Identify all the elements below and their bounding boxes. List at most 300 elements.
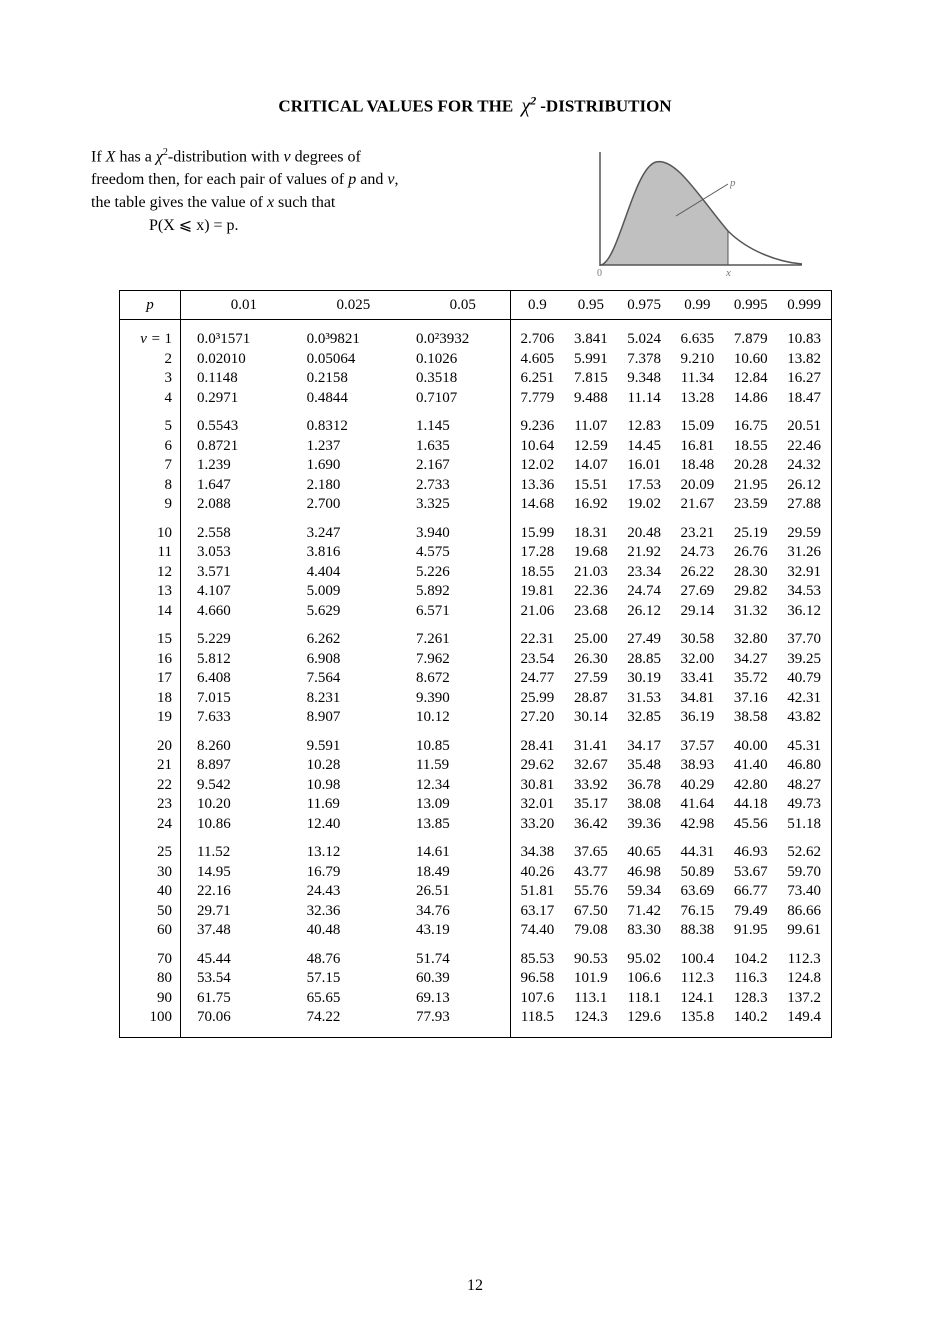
critical-value: 37.70 <box>777 621 831 650</box>
critical-value: 5.229 <box>197 631 231 648</box>
table-row <box>120 437 832 457</box>
critical-value: 57.15 <box>306 970 341 987</box>
critical-value: 101.9 <box>573 970 608 987</box>
critical-value: 2.733 <box>400 476 510 496</box>
table-row <box>120 621 832 650</box>
critical-value: 16.81 <box>680 437 715 454</box>
critical-value: 23.59 <box>733 496 768 513</box>
critical-value: 31.53 <box>627 689 661 706</box>
critical-value: 13.09 <box>400 795 510 815</box>
critical-value: 43.77 <box>573 863 608 880</box>
table-row <box>120 320 832 350</box>
table-row <box>120 834 832 863</box>
critical-value: 85.53 <box>510 941 564 970</box>
critical-value: 91.95 <box>733 922 768 939</box>
critical-value: 3.816 <box>306 544 341 561</box>
critical-value: 59.34 <box>627 883 661 900</box>
critical-value: 48.27 <box>777 776 831 796</box>
intro-line-4: P(X ⩽ x) = p. <box>149 217 239 235</box>
critical-value: 7.261 <box>400 621 510 650</box>
critical-value: 12.59 <box>573 437 608 454</box>
nu-value: 17 <box>120 669 181 689</box>
critical-value: 5.812 <box>197 650 231 667</box>
critical-value: 116.3 <box>734 970 768 987</box>
table-row <box>120 350 832 370</box>
critical-value: 100.4 <box>680 950 715 967</box>
critical-value: 7.879 <box>733 331 768 348</box>
nu-value: 4 <box>120 389 181 409</box>
critical-value: 27.69 <box>680 583 715 600</box>
critical-value: 99.61 <box>777 921 831 941</box>
critical-value: 0.5543 <box>197 418 239 435</box>
critical-value: 35.17 <box>573 796 608 813</box>
critical-value: 26.30 <box>573 650 608 667</box>
critical-value: 0.7107 <box>400 389 510 409</box>
critical-value: 23.34 <box>627 563 661 580</box>
shaded-area <box>600 162 728 265</box>
critical-value: 19.68 <box>573 544 608 561</box>
critical-value: 34.53 <box>777 582 831 602</box>
critical-value: 14.95 <box>197 863 231 880</box>
critical-value: 104.2 <box>733 950 768 967</box>
critical-value: 129.6 <box>617 1008 670 1037</box>
critical-value: 10.28 <box>306 757 341 774</box>
critical-value: 46.93 <box>733 844 768 861</box>
nu-value: 19 <box>120 708 181 728</box>
critical-value: 10.86 <box>197 815 231 832</box>
critical-value: 25.00 <box>573 631 608 648</box>
nu-value: 16 <box>120 650 181 670</box>
critical-value: 3.940 <box>400 515 510 544</box>
header-p-value: 0.995 <box>724 291 777 320</box>
header-p: p <box>120 291 181 320</box>
critical-value: 65.65 <box>306 989 341 1006</box>
critical-value: 74.22 <box>291 1008 400 1037</box>
table-row <box>120 456 832 476</box>
critical-value: 9.236 <box>510 408 564 437</box>
critical-value: 48.76 <box>306 950 341 967</box>
intro-text <box>91 141 398 237</box>
critical-value: 40.00 <box>733 737 768 754</box>
critical-value: 74.40 <box>510 921 564 941</box>
critical-value: 34.27 <box>733 650 768 667</box>
nu-value: 23 <box>120 795 181 815</box>
critical-value: 6.262 <box>306 631 341 648</box>
critical-value: 55.76 <box>573 883 608 900</box>
critical-value: 10.98 <box>306 776 341 793</box>
critical-value: 11.34 <box>680 370 714 387</box>
critical-value: 9.210 <box>680 350 715 367</box>
critical-value: 16.75 <box>733 418 768 435</box>
critical-value: 1.145 <box>400 408 510 437</box>
table-row <box>120 408 832 437</box>
critical-value: 18.55 <box>733 437 768 454</box>
critical-value: 34.81 <box>680 689 715 706</box>
critical-value: 26.12 <box>627 602 661 619</box>
critical-value: 10.64 <box>510 437 564 457</box>
page-title <box>0 93 950 118</box>
critical-value: 30.19 <box>627 670 661 687</box>
critical-value: 32.67 <box>573 757 608 774</box>
table-row <box>120 495 832 515</box>
critical-value: 13.28 <box>680 389 715 406</box>
critical-value: 3.841 <box>573 331 608 348</box>
critical-value: 6.908 <box>306 650 341 667</box>
critical-value: 28.87 <box>573 689 608 706</box>
page-number: 12 <box>467 1277 483 1294</box>
nu-value: 8 <box>120 476 181 496</box>
x-label: x <box>726 267 731 279</box>
critical-value: 67.50 <box>573 902 608 919</box>
table-row <box>120 815 832 835</box>
critical-value: 128.3 <box>733 989 768 1006</box>
critical-value: 2.167 <box>400 456 510 476</box>
critical-value: 18.47 <box>777 389 831 409</box>
critical-value: 22.36 <box>573 583 608 600</box>
critical-value: 0.2158 <box>306 370 348 387</box>
critical-value: 18.55 <box>510 563 564 583</box>
nu-value: 9 <box>120 495 181 515</box>
critical-value: 83.30 <box>627 922 661 939</box>
critical-value: 10.83 <box>777 320 831 350</box>
critical-value: 16.01 <box>627 457 661 474</box>
critical-value: 26.51 <box>400 882 510 902</box>
critical-value: 0.4844 <box>306 389 348 406</box>
critical-value: 40.48 <box>306 922 341 939</box>
critical-value: 0.0³9821 <box>306 331 360 348</box>
critical-value: 11.07 <box>574 418 608 435</box>
critical-value: 16.27 <box>777 369 831 389</box>
critical-value: 16.79 <box>306 863 341 880</box>
critical-value: 51.81 <box>510 882 564 902</box>
critical-value: 69.13 <box>400 989 510 1009</box>
table-row <box>120 582 832 602</box>
critical-value: 42.80 <box>733 776 768 793</box>
critical-value: 17.28 <box>510 543 564 563</box>
critical-value: 39.25 <box>777 650 831 670</box>
critical-value: 42.98 <box>680 815 715 832</box>
critical-value: 34.17 <box>627 737 661 754</box>
critical-value: 10.12 <box>400 708 510 728</box>
critical-value: 35.48 <box>627 757 661 774</box>
critical-value: 14.61 <box>400 834 510 863</box>
table-row <box>120 941 832 970</box>
critical-value: 0.0³1571 <box>197 331 251 348</box>
critical-value: 0.05064 <box>306 350 356 367</box>
nu-value: 60 <box>120 921 181 941</box>
critical-value: 9.348 <box>627 370 661 387</box>
critical-value: 20.09 <box>680 476 715 493</box>
critical-value: 22.46 <box>777 437 831 457</box>
critical-value: 32.36 <box>306 902 341 919</box>
critical-value: 0.8312 <box>306 418 348 435</box>
nu-value: 18 <box>120 689 181 709</box>
critical-value: 30.14 <box>573 709 608 726</box>
critical-value: 43.19 <box>400 921 510 941</box>
critical-value: 46.80 <box>777 756 831 776</box>
critical-value: 86.66 <box>777 902 831 922</box>
critical-value: 70.06 <box>181 1008 291 1037</box>
critical-value: 32.85 <box>627 709 661 726</box>
critical-value: 124.8 <box>777 969 831 989</box>
critical-value: 33.20 <box>510 815 564 835</box>
critical-value: 14.68 <box>510 495 564 515</box>
table-row <box>120 369 832 389</box>
header-p-value: 0.999 <box>777 291 831 320</box>
critical-value: 118.5 <box>510 1008 564 1037</box>
critical-value: 0.2971 <box>197 389 239 406</box>
critical-value: 34.38 <box>510 834 564 863</box>
critical-value: 40.29 <box>680 776 715 793</box>
critical-value: 25.99 <box>510 689 564 709</box>
critical-value: 36.78 <box>627 776 661 793</box>
critical-value: 33.41 <box>680 670 715 687</box>
critical-value: 4.404 <box>306 563 341 580</box>
nu-value: 24 <box>120 815 181 835</box>
critical-value: 40.79 <box>777 669 831 689</box>
table-row <box>120 969 832 989</box>
critical-value: 38.08 <box>627 796 661 813</box>
table-row <box>120 602 832 622</box>
critical-value: 32.80 <box>733 631 768 648</box>
critical-value: 24.73 <box>680 544 715 561</box>
nu-value: 6 <box>120 437 181 457</box>
critical-value: 51.18 <box>777 815 831 835</box>
critical-value: 14.45 <box>627 437 661 454</box>
nu-value: 10 <box>120 515 181 544</box>
critical-value: 113.1 <box>574 989 608 1006</box>
critical-value: 106.6 <box>627 970 661 987</box>
critical-value: 31.41 <box>573 737 608 754</box>
nu-value: 25 <box>120 834 181 863</box>
table-row <box>120 863 832 883</box>
nu-value: ν = 1 <box>120 320 181 350</box>
critical-value: 37.65 <box>573 844 608 861</box>
critical-value: 30.58 <box>680 631 715 648</box>
critical-value: 5.226 <box>400 563 510 583</box>
critical-value: 4.660 <box>197 602 231 619</box>
nu-value: 30 <box>120 863 181 883</box>
critical-value: 45.44 <box>197 950 231 967</box>
nu-value: 7 <box>120 456 181 476</box>
critical-value: 1.237 <box>306 437 341 454</box>
critical-value: 7.779 <box>510 389 564 409</box>
critical-value: 27.20 <box>510 708 564 728</box>
nu-prefix: ν = <box>140 331 165 348</box>
critical-value: 149.4 <box>777 1008 831 1037</box>
critical-value: 23.68 <box>573 602 608 619</box>
critical-value: 11.52 <box>197 844 231 861</box>
critical-value: 118.1 <box>627 989 661 1006</box>
critical-value: 12.02 <box>510 456 564 476</box>
table-row <box>120 989 832 1009</box>
critical-value: 29.62 <box>510 756 564 776</box>
critical-value: 46.98 <box>627 863 661 880</box>
critical-value: 4.605 <box>510 350 564 370</box>
critical-value: 18.48 <box>680 457 715 474</box>
critical-value: 39.36 <box>627 815 661 832</box>
nu-value: 22 <box>120 776 181 796</box>
critical-value: 7.815 <box>573 370 608 387</box>
critical-value: 0.8721 <box>197 437 239 454</box>
table-row <box>120 689 832 709</box>
critical-value: 88.38 <box>680 922 715 939</box>
nu-value: 80 <box>120 969 181 989</box>
critical-value: 13.12 <box>306 844 341 861</box>
critical-value: 6.635 <box>680 331 715 348</box>
critical-value: 28.85 <box>627 650 661 667</box>
critical-value: 2.558 <box>197 524 231 541</box>
critical-value: 140.2 <box>724 1008 777 1037</box>
critical-value: 18.31 <box>573 524 608 541</box>
distribution-graph <box>588 148 808 280</box>
header-p-value: 0.025 <box>291 291 400 320</box>
critical-value: 51.74 <box>400 941 510 970</box>
critical-value: 21.95 <box>733 476 768 493</box>
critical-value: 8.231 <box>306 689 341 706</box>
table-row <box>120 476 832 496</box>
critical-value: 36.12 <box>777 602 831 622</box>
critical-value: 53.54 <box>197 970 231 987</box>
critical-value: 0.1148 <box>197 370 238 387</box>
critical-value: 12.40 <box>306 815 341 832</box>
critical-value: 23.21 <box>680 524 715 541</box>
table-row <box>120 563 832 583</box>
critical-value: 10.85 <box>400 728 510 757</box>
critical-value: 63.69 <box>680 883 715 900</box>
critical-value: 13.82 <box>777 350 831 370</box>
critical-value: 10.60 <box>733 350 768 367</box>
critical-value: 32.01 <box>510 795 564 815</box>
critical-value: 11.14 <box>627 389 661 406</box>
critical-value: 44.18 <box>733 796 768 813</box>
critical-value: 59.70 <box>777 863 831 883</box>
critical-value: 7.015 <box>197 689 231 706</box>
critical-value: 42.31 <box>777 689 831 709</box>
critical-value: 22.31 <box>510 621 564 650</box>
critical-value: 0.3518 <box>400 369 510 389</box>
critical-value: 29.59 <box>777 515 831 544</box>
critical-value: 1.690 <box>306 457 341 474</box>
critical-values-table <box>119 290 832 1038</box>
nu-value: 14 <box>120 602 181 622</box>
nu-value: 12 <box>120 563 181 583</box>
critical-value: 8.897 <box>197 757 231 774</box>
critical-value: 29.82 <box>733 583 768 600</box>
critical-value: 0.02010 <box>197 350 246 367</box>
nu-value: 15 <box>120 621 181 650</box>
critical-value: 28.41 <box>510 728 564 757</box>
critical-value: 21.03 <box>573 563 608 580</box>
critical-value: 15.51 <box>573 476 608 493</box>
critical-value: 76.15 <box>680 902 715 919</box>
header-p-value: 0.9 <box>510 291 564 320</box>
critical-value: 16.92 <box>573 496 608 513</box>
critical-value: 13.36 <box>510 476 564 496</box>
critical-value: 41.64 <box>680 796 715 813</box>
critical-value: 14.86 <box>733 389 768 406</box>
critical-value: 11.59 <box>400 756 510 776</box>
nu-value: 50 <box>120 902 181 922</box>
critical-value: 17.53 <box>627 476 661 493</box>
critical-value: 10.20 <box>197 796 231 813</box>
critical-value: 22.16 <box>197 883 231 900</box>
critical-value: 9.390 <box>400 689 510 709</box>
critical-value: 66.77 <box>733 883 768 900</box>
critical-value: 53.67 <box>733 863 768 880</box>
table-row <box>120 882 832 902</box>
critical-value: 4.107 <box>197 583 231 600</box>
critical-value: 27.88 <box>777 495 831 515</box>
critical-value: 49.73 <box>777 795 831 815</box>
critical-value: 71.42 <box>627 902 661 919</box>
critical-value: 21.92 <box>627 544 661 561</box>
critical-value: 29.71 <box>197 902 231 919</box>
nu-value: 13 <box>120 582 181 602</box>
critical-value: 26.76 <box>733 544 768 561</box>
table-header-row <box>120 291 832 320</box>
critical-value: 15.09 <box>680 418 715 435</box>
critical-value: 52.62 <box>777 834 831 863</box>
critical-value: 32.00 <box>680 650 715 667</box>
critical-value: 112.3 <box>777 941 831 970</box>
header-p-value: 0.05 <box>400 291 510 320</box>
header-p-value: 0.95 <box>564 291 617 320</box>
critical-value: 79.49 <box>733 902 768 919</box>
critical-value: 9.488 <box>573 389 608 406</box>
critical-value: 77.93 <box>400 1008 510 1037</box>
critical-value: 137.2 <box>777 989 831 1009</box>
critical-value: 1.647 <box>197 476 231 493</box>
critical-value: 3.053 <box>197 544 231 561</box>
critical-value: 11.69 <box>306 796 340 813</box>
critical-value: 73.40 <box>777 882 831 902</box>
header-p-value: 0.99 <box>671 291 724 320</box>
critical-value: 33.92 <box>573 776 608 793</box>
critical-value: 5.024 <box>627 331 661 348</box>
critical-value: 34.76 <box>400 902 510 922</box>
table-row <box>120 795 832 815</box>
nu-value: 100 <box>120 1008 181 1037</box>
critical-value: 50.89 <box>680 863 715 880</box>
critical-value: 37.16 <box>733 689 768 706</box>
table-row <box>120 650 832 670</box>
critical-value: 31.26 <box>777 543 831 563</box>
critical-value: 3.325 <box>400 495 510 515</box>
critical-value: 43.82 <box>777 708 831 728</box>
critical-value: 2.700 <box>306 496 341 513</box>
table-row <box>120 1008 832 1037</box>
critical-value: 21.67 <box>680 496 715 513</box>
critical-value: 27.49 <box>627 631 661 648</box>
critical-value: 29.14 <box>680 602 715 619</box>
critical-value: 5.009 <box>306 583 341 600</box>
critical-value: 36.42 <box>573 815 608 832</box>
critical-value: 20.48 <box>627 524 661 541</box>
critical-value: 7.962 <box>400 650 510 670</box>
critical-value: 14.07 <box>573 457 608 474</box>
critical-value: 60.39 <box>400 969 510 989</box>
critical-value: 7.378 <box>627 350 661 367</box>
critical-value: 36.19 <box>680 709 715 726</box>
header-p-value: 0.975 <box>617 291 670 320</box>
critical-value: 124.1 <box>680 989 715 1006</box>
critical-value: 12.84 <box>733 370 768 387</box>
critical-value: 6.408 <box>197 670 231 687</box>
critical-value: 6.251 <box>510 369 564 389</box>
critical-value: 44.31 <box>680 844 715 861</box>
title-prefix: CRITICAL VALUES FOR THE <box>278 96 514 116</box>
